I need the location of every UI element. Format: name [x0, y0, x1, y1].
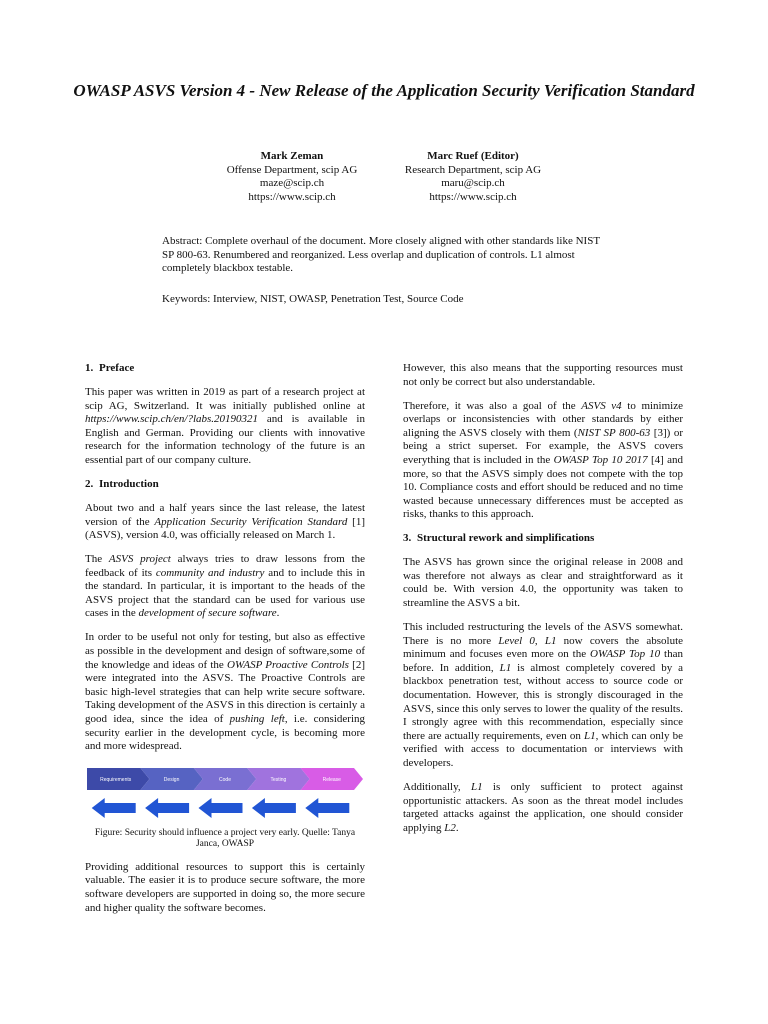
section-number: 1.: [85, 362, 94, 374]
left-column: [85, 362, 365, 926]
paragraph: The ASVS has grown since the original release in 2008 and was therefore not always as clear and straightforward as it could be. With version 4.0, the opportunity was taken to streamline the ASVS a bit.: [403, 556, 683, 610]
author-name: Mark Zeman: [260, 150, 324, 162]
author-email: maze@scip.ch: [259, 177, 325, 190]
abstract: Abstract: Complete overhaul of the document. More closely aligned with other standards like NIST SP 800-63. Renumbered and reorganized. Less overlap and duplication of controls. L1 almost completely blackbox testable.: [162, 235, 600, 275]
section-title: Structural rework and simplifications: [417, 532, 595, 545]
paper-title: OWASP ASVS Version 4 - New Release of the Application Security Verification Standard: [73, 81, 695, 100]
sdlc-step-label: Testing: [270, 776, 287, 783]
paragraph: About two and a half years since the last release, the latest version of the Application Security Verification Standard [1] (ASVS), version 4.0, was officially released on March 1.: [85, 501, 366, 542]
author-block-2: [388, 150, 558, 204]
paragraph: In order to be useful not only for testing, but also as effective as possible in the development and design of software,some of the knowledge and ideas of the OWASP Proactive Controls [2] were integrated into the ASVS. The Proactive Controls are basic high-level strategies that can help write secure software. Taking development of the ASVS in this direction is certainly a good idea, since the idea of pushing left, i.e. considering security earlier in the development cycle, is becoming more and more widespread.: [85, 631, 366, 753]
left-arrow-icon: [305, 798, 349, 818]
paragraph: Providing additional resources to support this is certainly valuable. The easier it is to produce secure software, the more software developers are supported in doing so, the more secure and higher quality the software becomes.: [85, 860, 365, 914]
section-heading-preface: [85, 362, 365, 376]
section-title: Introduction: [99, 477, 159, 490]
section-number: 3.: [403, 532, 412, 545]
section-heading-introduction: [85, 478, 365, 492]
section-heading-structural-rework: [403, 532, 683, 546]
author-url: https://www.scip.ch: [429, 190, 517, 203]
section-title: Preface: [99, 362, 135, 374]
author-affiliation: Research Department, scip AG: [404, 163, 542, 176]
paragraph: The ASVS project always tries to draw lessons from the feedback of its community and industry and to include this in the standard. In particular, it is important to the heads of the ASVS project that the standard can be used for various use cases in the development of secure software.: [85, 553, 366, 620]
section-number: 2.: [85, 477, 94, 490]
paragraph: Therefore, it was also a goal of the ASVS v4 to minimize overlaps or inconsistencies with other standards by either aligning the ASVS closely with them (NIST SP 800-63 [3]) or being a strict superset. For example, the ASVS covers everything that is included in the OWASP Top 10 2017 [4] and more, so that the ASVS simply does not compete with the top 10. Compliance costs and effort should be reduced and no time wasted because unnecessary differences must be accepted as risks, thanks to this approach.: [403, 399, 684, 521]
figure-caption: Figure: Security should influence a project very early. Quelle: Tanya Janca, OWASP: [94, 827, 356, 850]
author-block-1: [208, 150, 376, 204]
paragraph: This included restructuring the levels of the ASVS somewhat. There is no more Level 0, L1 now covers the absolute minimum and focuses even more on the OWASP Top 10 than before. In addition, L1 is almost completely covered by a blackbox penetration test, without access to source code or documentation. However, this is strongly discouraged in the ASVS, since this only serves to lower the quality of the results. I strongly agree with this recommendation, especially since there are actually requirements, even on L1, which can only be verified with access to documentation or interviews with developers.: [403, 621, 684, 769]
paragraph: This paper was written in 2019 as part of a research project at scip AG, Switzerland. It was initially published online at https://www.scip.ch/en/?labs.20190321 and is available in English and German. Providing our clients with innovative research for the information technology of the future is an essential part of our company culture.: [85, 385, 365, 466]
paragraph: However, this also means that the supporting resources must not only be correct but also understandable.: [403, 362, 683, 388]
author-url: https://www.scip.ch: [248, 190, 336, 203]
sdlc-step-label: Design: [163, 776, 180, 783]
left-arrow-icon: [252, 798, 296, 818]
figure-security-shift-left: [85, 766, 365, 824]
author-email: maru@scip.ch: [441, 177, 505, 190]
right-column: [403, 362, 683, 846]
left-arrow-icon: [92, 798, 136, 818]
left-arrow-icon: [145, 798, 189, 818]
sdlc-diagram: [85, 766, 365, 824]
sdlc-step-label: Requirements: [100, 776, 132, 783]
sdlc-step-label: Code: [219, 776, 231, 783]
keywords: Keywords: Interview, NIST, OWASP, Penetration Test, Source Code: [162, 293, 464, 305]
paragraph: Additionally, L1 is only sufficient to protect against opportunistic attackers. As soon as the threat model includes targeted attacks against the application, one should consider applying L2.: [403, 780, 683, 834]
left-arrow-icon: [199, 798, 243, 818]
author-affiliation: Offense Department, scip AG: [226, 163, 358, 176]
author-name: Marc Ruef (Editor): [427, 150, 519, 162]
sdlc-step-label: Release: [322, 776, 341, 783]
